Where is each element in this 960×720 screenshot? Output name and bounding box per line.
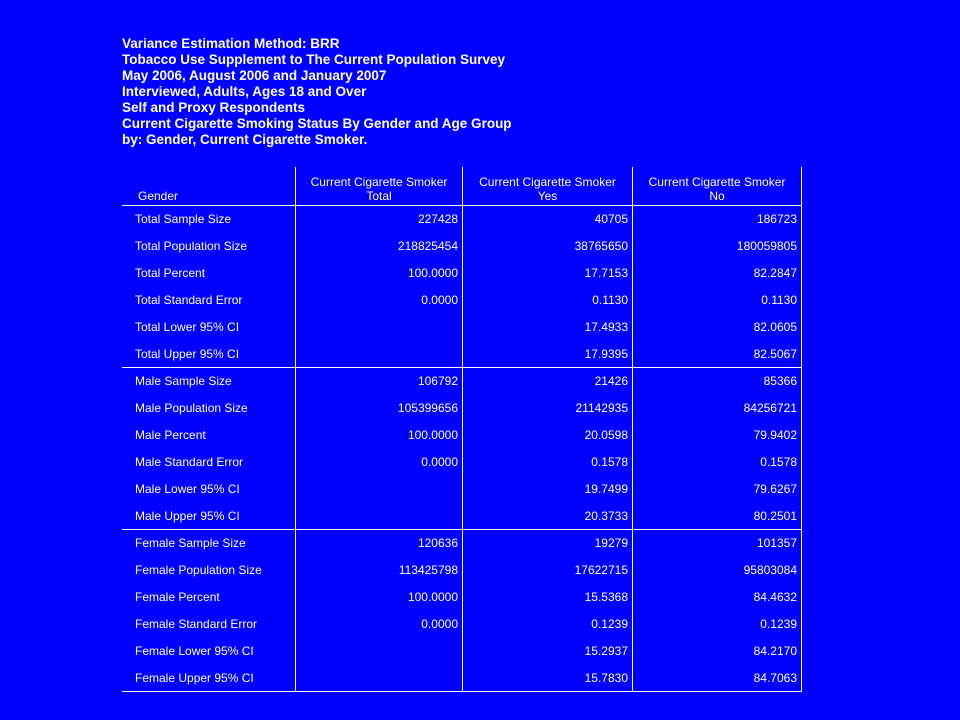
value-cell: 15.5368 [463,584,633,611]
value-cell: 15.2937 [463,638,633,665]
value-cell: 19.7499 [463,476,633,503]
value-cell: 19279 [463,530,633,557]
value-cell: 100.0000 [296,584,463,611]
value-cell: 106792 [296,368,463,395]
header-line: Interviewed, Adults, Ages 18 and Over [122,84,367,99]
value-cell: 101357 [633,530,802,557]
table-row [122,287,802,314]
table-row [122,422,802,449]
row-label-cell: Female Sample Size [135,536,246,551]
value-cell: 79.9402 [633,422,802,449]
row-label-cell: Male Standard Error [135,455,244,469]
column-header-line1: Current Cigarette Smoker [310,175,448,189]
table-row [122,503,802,530]
value-cell: 100.0000 [296,422,463,449]
table-row [122,368,802,395]
header-line: Variance Estimation Method: BRR [122,36,340,51]
value-cell: 186723 [633,206,802,233]
value-cell: 0.1239 [463,611,633,638]
row-label-cell: Male Lower 95% CI [135,482,240,496]
value-cell: 0.0000 [296,611,463,638]
value-cell: 218825454 [296,233,463,260]
row-label-cell: Total Upper 95% CI [122,341,296,368]
value-cell: 0.1130 [463,287,633,314]
column-header-line2: Total [366,189,392,203]
value-cell: 17.4933 [463,314,633,341]
table-row [122,260,802,287]
column-header-line2: Gender [138,189,179,203]
column-header-line2: No [709,189,725,203]
column-header-line1: Current Cigarette Smoker [479,175,616,189]
value-cell: 80.2501 [633,503,802,530]
table-row [122,530,802,557]
row-label-cell: Female Lower 95% CI [135,644,254,658]
value-cell: 82.2847 [633,260,802,287]
row-label-cell: Female Percent [135,590,220,604]
value-cell: 0.1130 [633,287,802,314]
row-label-cell: Total Standard Error [135,293,243,307]
table-row [122,638,802,665]
table-group-male [122,368,802,530]
value-cell: 84.2170 [633,638,802,665]
value-cell: 0.1578 [463,449,633,476]
table-group-total [122,206,802,368]
row-label-cell: Male Sample Size [135,374,232,389]
row-label-cell: Male Population Size [135,401,248,415]
column-header-no [633,167,802,206]
smoking-status-table [122,167,802,692]
row-label-cell: Total Sample Size [135,212,232,227]
row-label-cell: Total Percent [135,266,206,280]
value-cell [296,314,463,341]
value-cell: 85366 [633,368,802,395]
value-cell: 105399656 [296,395,463,422]
column-header-gender [122,167,296,206]
row-label-cell: Male Upper 95% CI [122,503,296,530]
table-row [122,341,802,368]
header-line: Tobacco Use Supplement to The Current Population Survey [122,52,506,67]
value-cell: 21426 [463,368,633,395]
value-cell: 40705 [463,206,633,233]
value-cell: 79.6267 [633,476,802,503]
value-cell: 20.0598 [463,422,633,449]
value-cell: 84256721 [633,395,802,422]
table-row [122,476,802,503]
value-cell: 15.7830 [463,665,633,692]
table-row [122,557,802,584]
value-cell: 227428 [296,206,463,233]
row-label-cell: Female Upper 95% CI [122,665,296,692]
column-header-line2: Yes [537,189,558,203]
table-row [122,395,802,422]
value-cell: 180059805 [633,233,802,260]
value-cell: 100.0000 [296,260,463,287]
row-label-cell: Total Lower 95% CI [135,320,240,334]
header-row [122,167,802,206]
value-cell [296,503,463,530]
value-cell: 21142935 [463,395,633,422]
table-row [122,611,802,638]
table-row [122,665,802,692]
value-cell: 113425798 [296,557,463,584]
value-cell [296,638,463,665]
value-cell: 84.4632 [633,584,802,611]
value-cell: 84.7063 [633,665,802,692]
table-row [122,206,802,233]
value-cell: 0.0000 [296,449,463,476]
value-cell: 82.5067 [633,341,802,368]
value-cell: 0.1578 [633,449,802,476]
table-row [122,584,802,611]
value-cell: 20.3733 [463,503,633,530]
value-cell [296,665,463,692]
header-line: Self and Proxy Respondents [122,100,306,115]
header-line: May 2006, August 2006 and January 2007 [122,68,387,83]
value-cell [296,476,463,503]
value-cell: 38765650 [463,233,633,260]
header-line: Current Cigarette Smoking Status By Gender and Age Group [122,116,512,131]
row-label-cell: Male Percent [135,428,206,442]
value-cell: 95803084 [633,557,802,584]
table-row [122,233,802,260]
row-label-cell: Female Standard Error [135,617,258,631]
value-cell: 17.7153 [463,260,633,287]
table-row [122,314,802,341]
report-header [122,36,512,148]
row-label-cell: Total Population Size [135,239,248,253]
column-header-yes [463,167,633,206]
table-row [122,449,802,476]
column-header-line1: Current Cigarette Smoker [648,175,786,189]
value-cell: 0.1239 [633,611,802,638]
table-group-female [122,530,802,692]
row-label-cell: Female Population Size [135,563,262,577]
column-header-total [296,167,463,206]
value-cell: 17.9395 [463,341,633,368]
value-cell [296,341,463,368]
value-cell: 120636 [296,530,463,557]
value-cell: 0.0000 [296,287,463,314]
value-cell: 82.0605 [633,314,802,341]
value-cell: 17622715 [463,557,633,584]
header-line: by: Gender, Current Cigarette Smoker. [122,132,368,147]
table-header [122,167,802,206]
